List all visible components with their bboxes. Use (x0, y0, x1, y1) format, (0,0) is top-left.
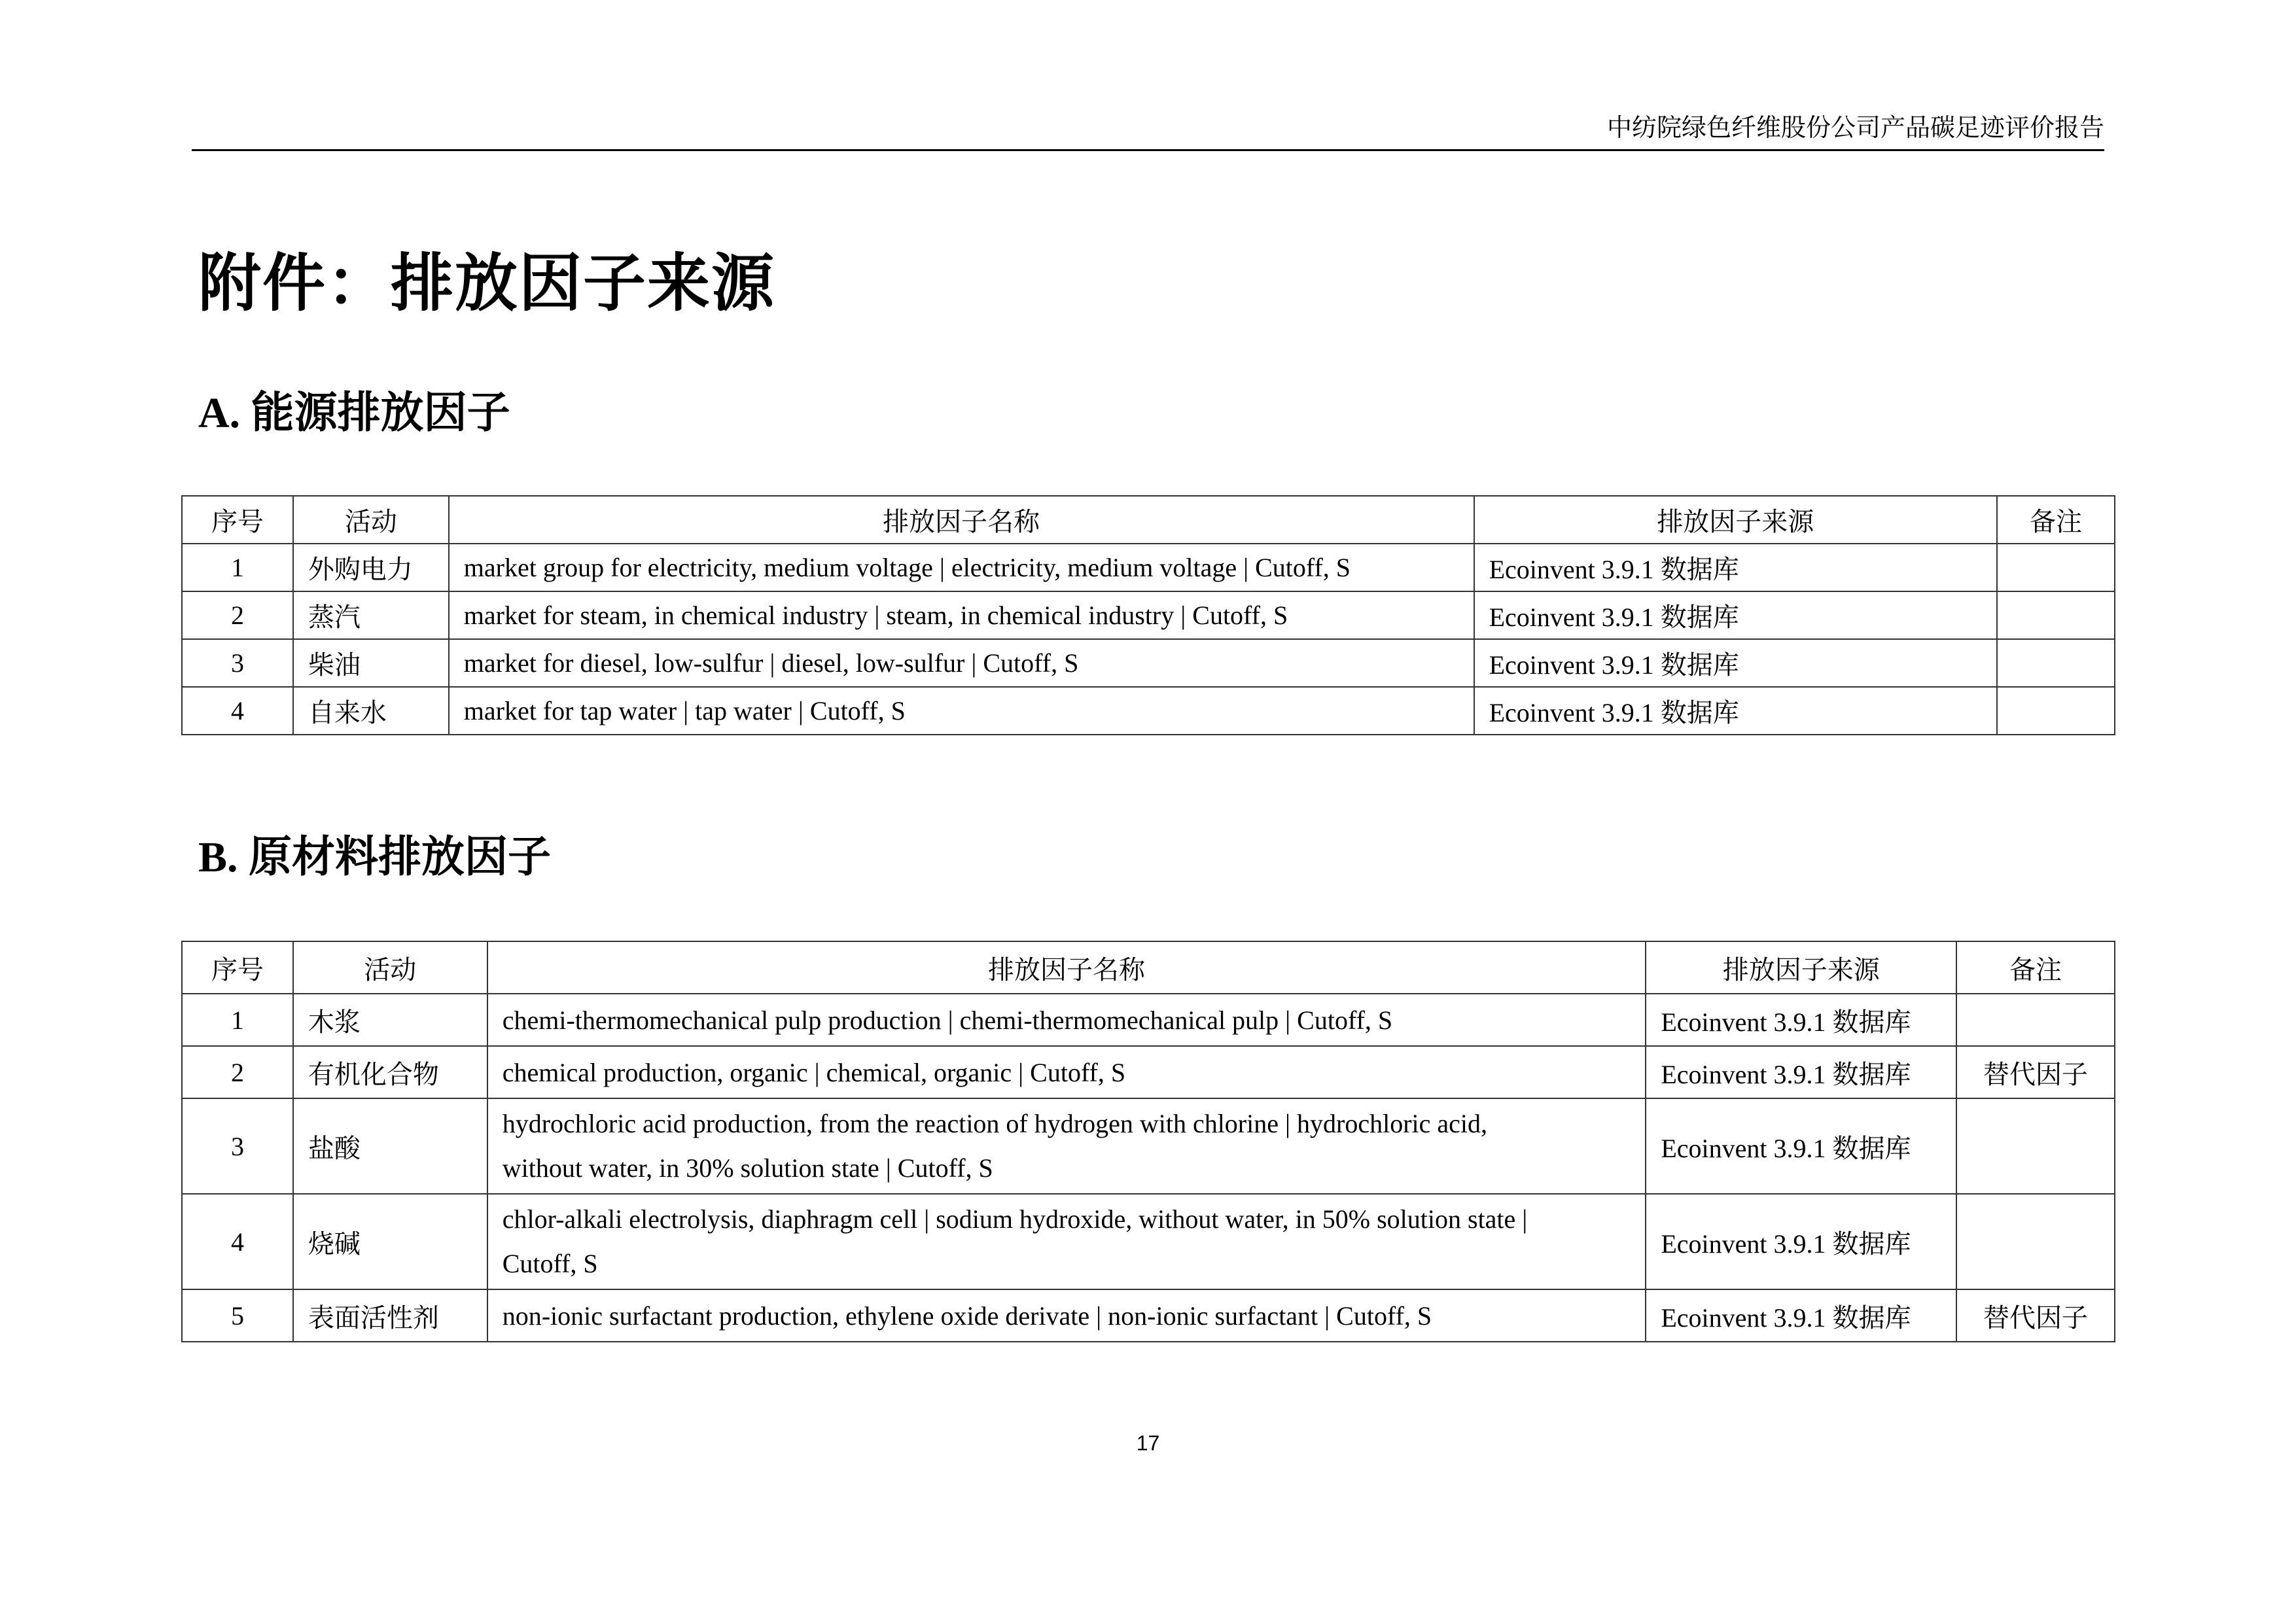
cell-factor-name: market for diesel, low-sulfur | diesel, low-sulfur | Cutoff, S (449, 639, 1474, 687)
cell-no: 3 (182, 1098, 293, 1194)
cell-activity: 外购电力 (293, 544, 449, 591)
cell-factor-source: Ecoinvent 3.9.1 数据库 (1474, 591, 1997, 639)
cell-factor-name (487, 1098, 1646, 1194)
cell-no: 4 (182, 1194, 293, 1289)
cell-factor-source: Ecoinvent 3.9.1 数据库 (1646, 1194, 1956, 1289)
table-header-row (182, 941, 2115, 994)
factor-name-line-1: chlor-alkali electrolysis, diaphragm cell | sodium hydroxide, without water, in 50% solution state | (502, 1204, 1528, 1234)
cell-note: 替代因子 (1956, 1046, 2115, 1098)
cell-note (1997, 591, 2115, 639)
cell-factor-source: Ecoinvent 3.9.1 数据库 (1474, 687, 1997, 735)
table-row (182, 544, 2115, 591)
cell-note (1956, 994, 2115, 1046)
column-header-note: 备注 (1956, 941, 2115, 994)
column-header-note: 备注 (1997, 496, 2115, 544)
cell-factor-name: chemical production, organic | chemical, organic | Cutoff, S (487, 1046, 1646, 1098)
column-header-activity: 活动 (293, 941, 487, 994)
cell-no: 1 (182, 994, 293, 1046)
column-header-activity: 活动 (293, 496, 449, 544)
cell-factor-name: market for steam, in chemical industry | steam, in chemical industry | Cutoff, S (449, 591, 1474, 639)
table-row (182, 1289, 2115, 1342)
raw-material-emission-factor-table (181, 941, 2115, 1342)
column-header-factor-name: 排放因子名称 (449, 496, 1474, 544)
cell-factor-source: Ecoinvent 3.9.1 数据库 (1646, 1289, 1956, 1342)
cell-activity: 表面活性剂 (293, 1289, 487, 1342)
cell-activity: 木浆 (293, 994, 487, 1046)
cell-no: 1 (182, 544, 293, 591)
cell-activity: 柴油 (293, 639, 449, 687)
cell-note (1997, 639, 2115, 687)
column-header-factor-name: 排放因子名称 (487, 941, 1646, 994)
cell-no: 3 (182, 639, 293, 687)
table-row (182, 994, 2115, 1046)
section-a-heading (198, 387, 510, 438)
cell-factor-name (487, 1194, 1646, 1289)
energy-emission-factor-table (181, 495, 2115, 735)
cell-factor-name: non-ionic surfactant production, ethylene oxide derivate | non-ionic surfactant | Cutoff, S (487, 1289, 1646, 1342)
table-row (182, 1046, 2115, 1098)
cell-factor-source: Ecoinvent 3.9.1 数据库 (1474, 639, 1997, 687)
cell-activity: 烧碱 (293, 1194, 487, 1289)
section-a-title: 能源排放因子 (251, 387, 510, 438)
factor-name-line-1: hydrochloric acid production, from the reaction of hydrogen with chlorine | hydrochloric acid, (502, 1109, 1487, 1138)
column-header-no: 序号 (182, 941, 293, 994)
cell-activity: 自来水 (293, 687, 449, 735)
table-row (182, 1098, 2115, 1194)
cell-no: 4 (182, 687, 293, 735)
cell-no: 2 (182, 1046, 293, 1098)
column-header-factor-source: 排放因子来源 (1474, 496, 1997, 544)
cell-factor-source: Ecoinvent 3.9.1 数据库 (1646, 994, 1956, 1046)
table-row (182, 639, 2115, 687)
page-number: 17 (1136, 1431, 1160, 1455)
cell-factor-name: market for tap water | tap water | Cutoff, S (449, 687, 1474, 735)
cell-note (1956, 1098, 2115, 1194)
section-a-prefix: A. (198, 389, 241, 437)
section-b-title: 原材料排放因子 (249, 831, 552, 882)
cell-note (1956, 1194, 2115, 1289)
table-header-row (182, 496, 2115, 544)
cell-no: 2 (182, 591, 293, 639)
section-b-prefix: B. (198, 833, 238, 881)
page-header-title: 中纺院绿色纤维股份公司产品碳足迹评价报告 (1606, 114, 2104, 142)
cell-note (1997, 544, 2115, 591)
factor-name-line-2: Cutoff, S (502, 1249, 598, 1278)
header-divider (192, 149, 2104, 151)
cell-note (1997, 687, 2115, 735)
column-header-factor-source: 排放因子来源 (1646, 941, 1956, 994)
cell-factor-source: Ecoinvent 3.9.1 数据库 (1646, 1098, 1956, 1194)
cell-factor-name: market group for electricity, medium voltage | electricity, medium voltage | Cutoff, S (449, 544, 1474, 591)
cell-factor-name: chemi-thermomechanical pulp production | chemi-thermomechanical pulp | Cutoff, S (487, 994, 1646, 1046)
section-b-heading (198, 831, 552, 882)
cell-activity: 盐酸 (293, 1098, 487, 1194)
table-row (182, 687, 2115, 735)
page-title: 附件：排放因子来源 (198, 247, 775, 320)
cell-activity: 有机化合物 (293, 1046, 487, 1098)
factor-name-line-2: without water, in 30% solution state | Cutoff, S (502, 1153, 993, 1183)
cell-note: 替代因子 (1956, 1289, 2115, 1342)
table-row (182, 1194, 2115, 1289)
cell-factor-source: Ecoinvent 3.9.1 数据库 (1646, 1046, 1956, 1098)
cell-no: 5 (182, 1289, 293, 1342)
cell-activity: 蒸汽 (293, 591, 449, 639)
column-header-no: 序号 (182, 496, 293, 544)
table-row (182, 591, 2115, 639)
cell-factor-source: Ecoinvent 3.9.1 数据库 (1474, 544, 1997, 591)
